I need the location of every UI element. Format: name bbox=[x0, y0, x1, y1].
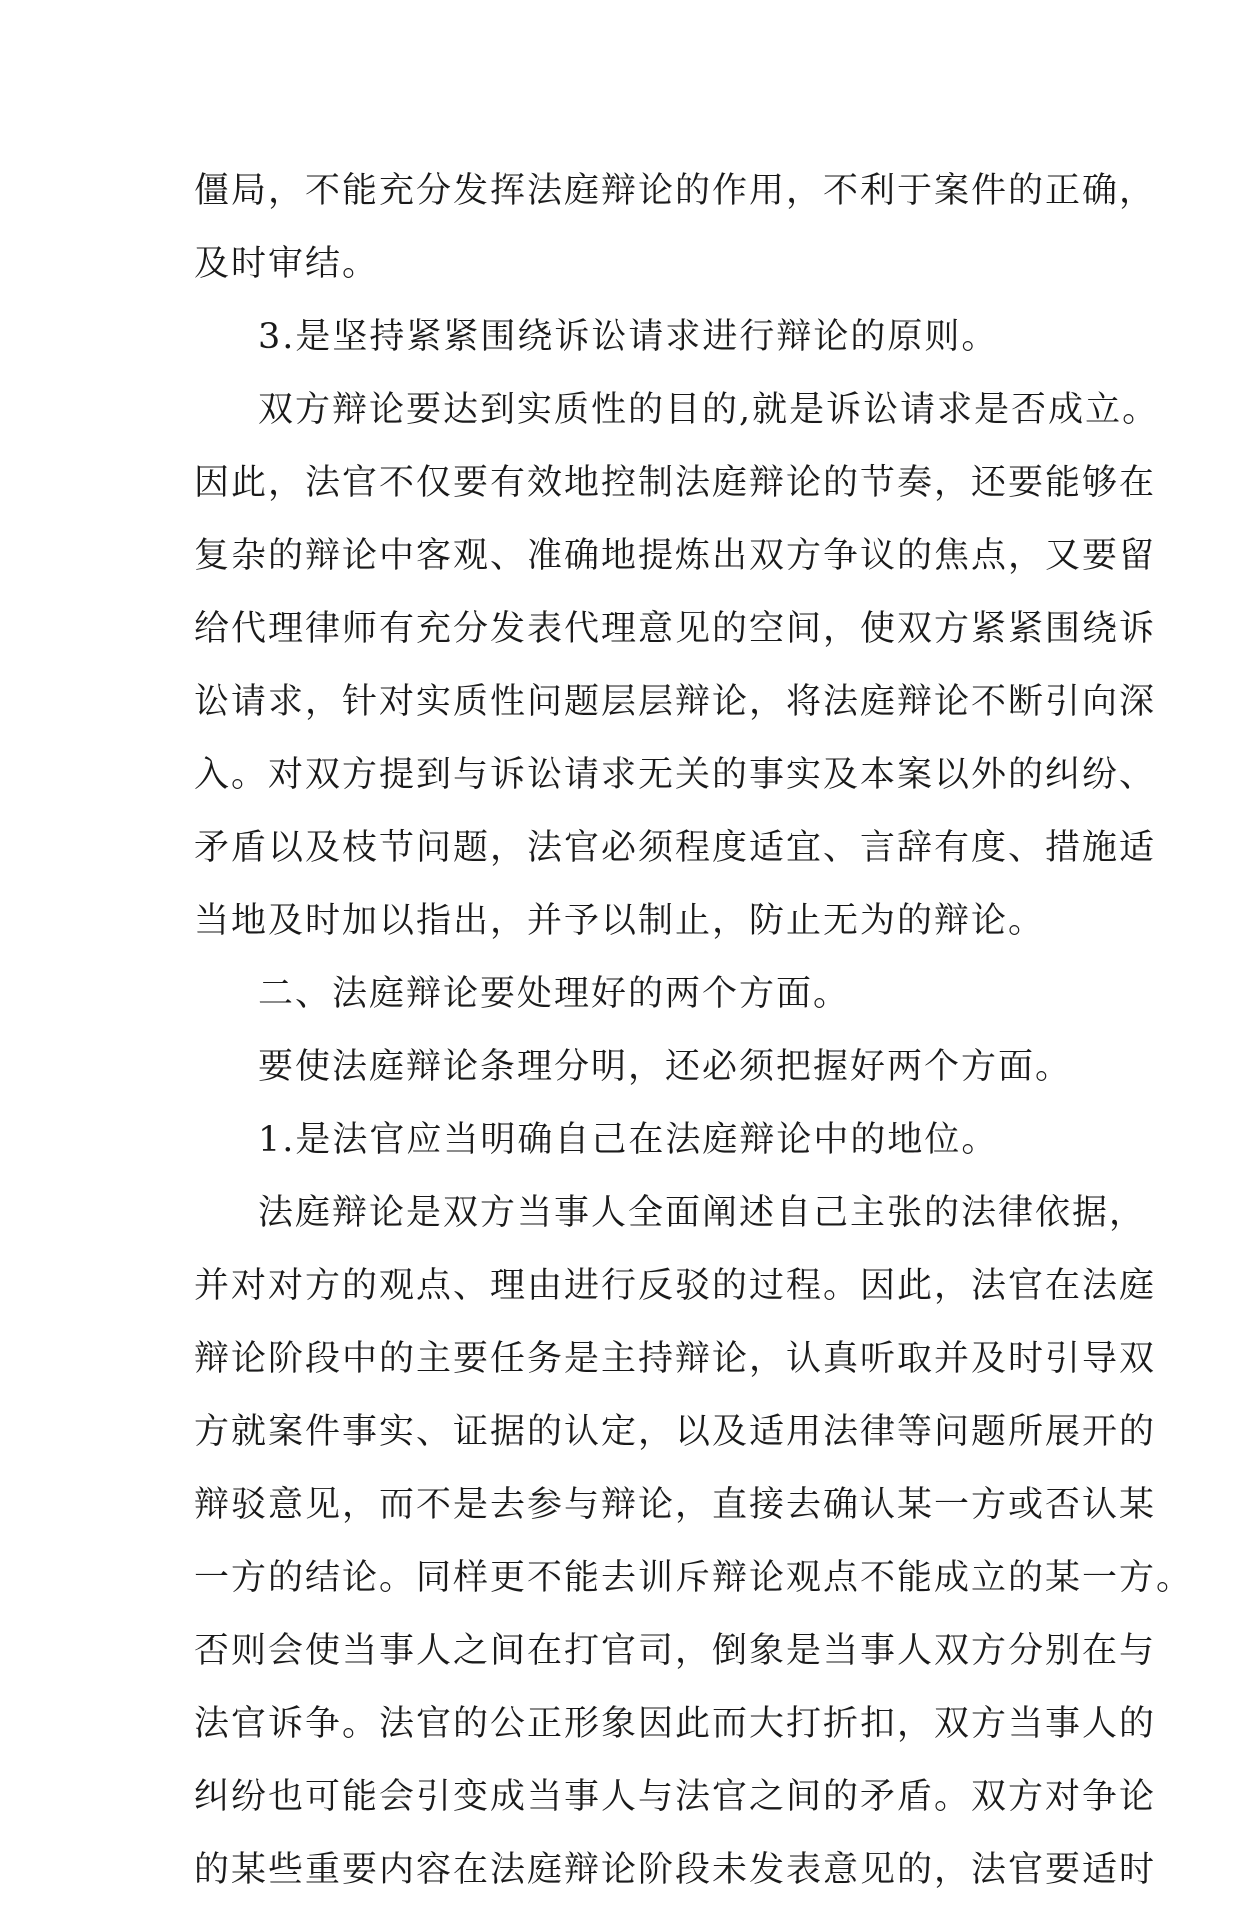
text-line: 一方的结论。同样更不能去训斥辩论观点不能成立的某一方。 bbox=[194, 1558, 1194, 1598]
text-line: 辩论阶段中的主要任务是主持辩论，认真听取并及时引导双 bbox=[194, 1339, 1157, 1379]
text-line: 1.是法官应当明确自己在法庭辩论中的地位。 bbox=[258, 1120, 999, 1160]
text-line: 方就案件事实、证据的认定，以及适用法律等问题所展开的 bbox=[194, 1412, 1157, 1452]
text-line: 复杂的辩论中客观、准确地提炼出双方争议的焦点，又要留 bbox=[194, 536, 1157, 576]
text-line: 给代理律师有充分发表代理意见的空间，使双方紧紧围绕诉 bbox=[194, 609, 1157, 649]
text-line: 要使法庭辩论条理分明，还必须把握好两个方面。 bbox=[258, 1047, 1073, 1087]
text-line: 否则会使当事人之间在打官司，倒象是当事人双方分别在与 bbox=[194, 1631, 1157, 1671]
text-line: 纠纷也可能会引变成当事人与法官之间的矛盾。双方对争论 bbox=[194, 1777, 1157, 1817]
text-line: 当地及时加以指出，并予以制止，防止无为的辩论。 bbox=[194, 901, 1046, 941]
document-body bbox=[194, 155, 1194, 1907]
text-line: 及时审结。 bbox=[194, 244, 380, 284]
text-line: 僵局，不能充分发挥法庭辩论的作用，不利于案件的正确， bbox=[194, 171, 1157, 211]
text-line: 双方辩论要达到实质性的目的,就是诉讼请求是否成立。 bbox=[258, 390, 1160, 430]
text-line: 辩驳意见，而不是去参与辩论，直接去确认某一方或否认某 bbox=[194, 1485, 1157, 1525]
text-line: 的某些重要内容在法庭辩论阶段未发表意见的，法官要适时 bbox=[194, 1850, 1157, 1890]
text-line: 二、法庭辩论要处理好的两个方面。 bbox=[258, 974, 851, 1014]
text-line: 因此，法官不仅要有效地控制法庭辩论的节奏，还要能够在 bbox=[194, 463, 1157, 503]
text-line: 并对对方的观点、理由进行反驳的过程。因此，法官在法庭 bbox=[194, 1266, 1157, 1306]
text-line: 讼请求，针对实质性问题层层辩论，将法庭辩论不断引向深 bbox=[194, 682, 1157, 722]
text-line: 3.是坚持紧紧围绕诉讼请求进行辩论的原则。 bbox=[258, 317, 999, 357]
text-line: 矛盾以及枝节问题，法官必须程度适宜、言辞有度、措施适 bbox=[194, 828, 1157, 868]
text-line: 入。对双方提到与诉讼请求无关的事实及本案以外的纠纷、 bbox=[194, 755, 1157, 795]
text-line: 法官诉争。法官的公正形象因此而大打折扣，双方当事人的 bbox=[194, 1704, 1157, 1744]
text-line: 法庭辩论是双方当事人全面阐述自己主张的法律依据， bbox=[258, 1193, 1147, 1233]
